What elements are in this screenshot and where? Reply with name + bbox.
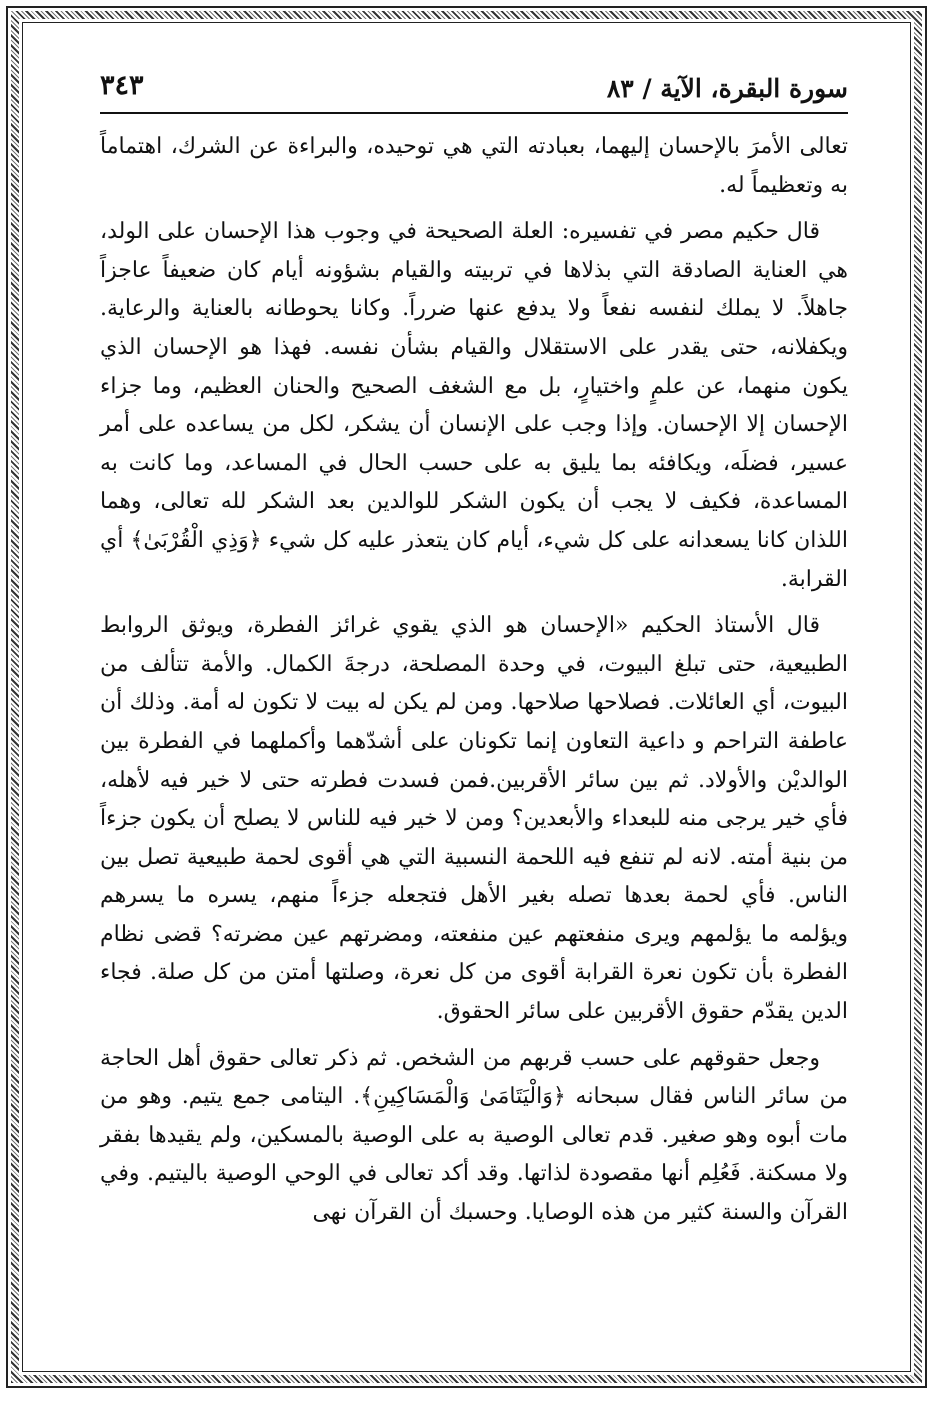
body-text — [100, 128, 848, 1233]
paragraph: قال الأستاذ الحكيم «الإحسان هو الذي يقوي غرائز الفطرة، ويوثق الروابط الطبيعية، حتى تبلغ البيوت، في وحدة المصلحة، درجةَ الكمال. والأمة تتألف من البيوت، أي العائلات. فصلاحها صلاحها. ومن لم يكن له بيت لا تكون له أمة. وذلك أن عاطفة التراحم و داعية التعاون إنما تكونان على أشدّهما وأكملهما في الفطرة بين الوالديْن والأولاد. ثم بين سائر الأقربين.فمن فسدت فطرته حتى لا خير فيه لأهله، فأي خير يرجى منه للبعداء والأبعدين؟ ومن لا خير فيه للناس لا يصلح أن يكون جزءاً من بنية أمته. لانه لم تنفع فيه اللحمة النسبية التي هي أقوى لحمة طبيعية تصل بين الناس. فأي لحمة بعدها تصله بغير الأهل فتجعله جزءاً منهم، يسره ما يسرهم ويؤلمه ما يؤلمهم ويرى منفعتهم عين منفعته، ومضرتهم عين مضرته؟ قضى نظام الفطرة بأن تكون نعرة القرابة أقوى من كل نعرة، وصلتها أمتن من كل صلة. فجاء الدين يقدّم حقوق الأقربين على سائر الحقوق. — [100, 613, 848, 1025]
book-page — [100, 60, 848, 1330]
paragraph: وجعل حقوقهم على حسب قربهم من الشخص. ثم ذكر تعالى حقوق أهل الحاجة من سائر الناس فقال سبحانه ﴿وَالْيَتَامَىٰ وَالْمَسَاكِينِ﴾. اليتامى جمع يتيم. وهو من مات أبوه وهو صغير. قدم تعالى الوصية به على الوصية بالمسكين، ولم يقيدها بفقر ولا مسكنة. فَعُلِم أنها مقصودة لذاتها. وقد أكد تعالى في الوحي الوصية باليتيم. وفي القرآن والسنة كثير من هذه الوصايا. وحسبك أن القرآن نهى — [100, 1045, 848, 1226]
paragraph: قال حكيم مصر في تفسيره: العلة الصحيحة في وجوب هذا الإحسان على الولد، هي العناية الصادقة التي بذلاها في تربيته والقيام بشؤونه أيام كان ضعيفاً عاجزاً جاهلاً. لا يملك لنفسه نفعاً ولا يدفع عنها ضرراً. وكانا يحوطانه بالعناية والرعاية. ويكفلانه، حتى يقدر على الاستقلال والقيام بشأن نفسه. فهذا هو الإحسان الذي يكون منهما، عن علمٍ واختيارٍ، بل مع الشغف الصحيح والحنان العظيم، وما جزاء الإحسان إلا الإحسان. وإذا وجب على الإنسان أن يشكر، لكل من يساعده على أمر عسير، فضلَه، ويكافئه بما يليق به على حسب الحال في المساعد، وما كانت به المساعدة، فكيف لا يجب أن يكون الشكر للوالدين بعد الشكر لله تعالى، وهما اللذان كانا يسعدانه على كل شيء، أيام كان يتعذر عليه كل شيء ﴿وَذِي الْقُرْبَىٰ﴾ أي القرابة. — [100, 219, 848, 592]
surah-reference: سورة البقرة، الآية / ٨٣ — [606, 74, 848, 103]
running-header — [100, 60, 848, 114]
paragraph: تعالى الأمرَ بالإحسان إليهما، بعبادته التي هي توحيده، والبراءة عن الشرك، اهتماماً به وتعظيماً له. — [100, 134, 848, 198]
page-number: ٣٤٣ — [100, 70, 144, 101]
